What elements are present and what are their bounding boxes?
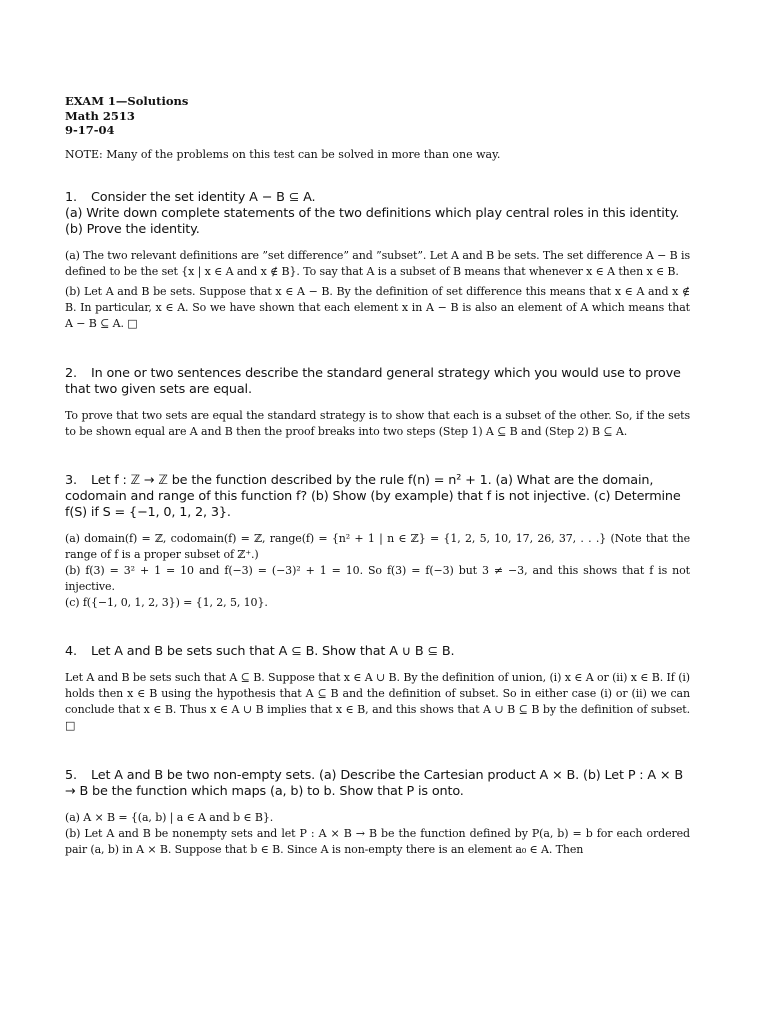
exam-document <box>65 94 690 858</box>
problem-1 <box>65 190 690 332</box>
question-line: Let f : ℤ → ℤ be the function described by the rule f(n) = n² + 1. (a) What are the domain, codomain and range of this function f? (b) Show (by example) that f is not injective. (c) Determine f(S) if S = {−1, 0, 1, 2, 3}. <box>65 472 681 520</box>
problem-2-question <box>65 366 690 398</box>
question-line: (a) Write down complete statements of the two definitions which play central roles in this identity. <box>65 205 680 221</box>
solution-paragraph: (a) A × B = {(a, b) | a ∈ A and b ∈ B}. <box>65 810 274 824</box>
problem-2 <box>65 366 690 440</box>
question-line: Consider the set identity A − B ⊆ A. <box>91 189 316 205</box>
problem-number: 5. <box>65 767 77 783</box>
problem-number: 2. <box>65 365 77 381</box>
problem-1-question <box>65 190 690 206</box>
solution-paragraph: To prove that two sets are equal the standard strategy is to show that each is a subset of the other. So, if the sets to be shown equal are A and B then the proof breaks into two steps (Step 1) A ⊆ B and (Step 2) B ⊆ A. <box>65 408 690 438</box>
solution-paragraph: Let A and B be sets such that A ⊆ B. Suppose that x ∈ A ∪ B. By the definition of union, (i) x ∈ A or (ii) x ∈ B. If (i) holds then x ∈ B using the hypothesis that A ⊆ B and the definition of subset. So in either case (i) or (ii) we can conclude that x ∈ B. Thus x ∈ A ∪ B implies that x ∈ B, and this shows that A ∪ B ⊆ B by the definition of subset. □ <box>65 670 690 732</box>
problem-4-question <box>65 644 690 660</box>
course-number: Math 2513 <box>65 108 135 123</box>
problem-5-question <box>65 768 690 800</box>
solution-paragraph: (b) Let A and B be nonempty sets and let P : A × B → B be the function defined by P(a, b) = b for each ordered pair (a, b) in A × B. Suppose that b ∈ B. Since A is non-empty there is an element a₀ ∈ A. Then <box>65 826 690 856</box>
exam-note: NOTE: Many of the problems on this test can be solved in more than one way. <box>65 147 501 161</box>
question-line: Let A and B be two non-empty sets. (a) Describe the Cartesian product A × B. (b) Let P : A × B → B be the function which maps (a, b) to b. Show that P is onto. <box>65 767 684 799</box>
question-line: (b) Prove the identity. <box>65 221 200 237</box>
solution-paragraph: (a) domain(f) = ℤ, codomain(f) = ℤ, range(f) = {n² + 1 | n ∈ ℤ} = {1, 2, 5, 10, 17, 26, 37, . . .} (Note that the range of f is a proper subset of ℤ⁺.) <box>65 531 690 561</box>
problem-4 <box>65 644 690 734</box>
question-line: In one or two sentences describe the standard general strategy which you would use to prove that two given sets are equal. <box>65 365 681 397</box>
solution-paragraph: (a) The two relevant definitions are ”set difference” and ”subset”. Let A and B be sets. The set difference A − B is defined to be the set {x | x ∈ A and x ∉ B}. To say that A is a subset of B means that whenever x ∈ A then x ∈ B. <box>65 248 690 278</box>
problem-number: 4. <box>65 643 77 659</box>
solution-paragraph: (b) Let A and B be sets. Suppose that x ∈ A − B. By the definition of set difference this means that x ∈ A and x ∉ B. In particular, x ∈ A. So we have shown that each element x in A − B is also an element of A which means that A − B ⊆ A. □ <box>65 284 690 330</box>
problem-number: 3. <box>65 472 77 488</box>
problem-5 <box>65 768 690 858</box>
problem-3 <box>65 473 690 611</box>
problem-number: 1. <box>65 189 77 205</box>
exam-title: EXAM 1—Solutions <box>65 94 189 108</box>
problem-3-question <box>65 473 690 521</box>
exam-date: 9-17-04 <box>65 123 115 137</box>
question-line: Let A and B be sets such that A ⊆ B. Show that A ∪ B ⊆ B. <box>91 643 455 659</box>
solution-paragraph: (c) f({−1, 0, 1, 2, 3}) = {1, 2, 5, 10}. <box>65 595 268 609</box>
solution-paragraph: (b) f(3) = 3² + 1 = 10 and f(−3) = (−3)² + 1 = 10. So f(3) = f(−3) but 3 ≠ −3, and this shows that f is not injective. <box>65 563 690 593</box>
